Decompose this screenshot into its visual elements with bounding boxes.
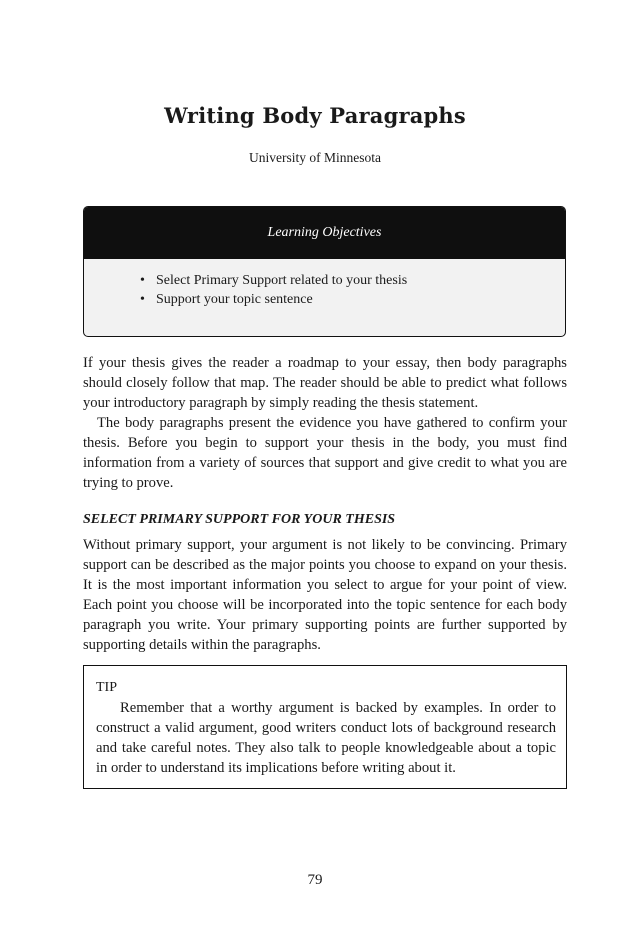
tip-label: TIP [96, 680, 117, 695]
body-paragraph: If your thesis gives the reader a roadmap to your essay, then body paragraphs should closely follow that map. The reader should be able to predict what follows your introductory paragraph by simply reading the thesis statement. [83, 355, 567, 411]
section-heading: SELECT PRIMARY SUPPORT FOR YOUR THESIS [83, 512, 396, 527]
page-title: Writing Body Paragraphs [164, 103, 466, 128]
tip-body: Remember that a worthy argument is backed by examples. In order to construct a valid argument, good writers conduct lots of background research and take careful notes. They also talk to people knowledgeable about a topic in order to understand its implications before writing about it. [96, 700, 556, 776]
section-paragraph: Without primary support, your argument is not likely to be convincing. Primary support can be described as the major points you choose to expand on your thesis. It is the most important information you select to argue for your point of view. Each point you choose will be incorporated into the topic sentence for each body paragraph you write. Your primary supporting points are further supported by supporting details within the paragraphs. [83, 537, 567, 653]
learning-objectives-list [84, 271, 565, 309]
author-line: University of Minnesota [249, 150, 381, 165]
page-number: 79 [307, 872, 323, 888]
learning-objectives-heading: Learning Objectives [84, 207, 565, 259]
body-paragraph: The body paragraphs present the evidence you have gathered to confirm your thesis. Before you begin to support your thesis in the body, you must find information from a variety of sources that support and give credit to what you are trying to prove. [83, 415, 567, 491]
list-item: • Support your topic sentence [156, 290, 565, 309]
list-item: • Select Primary Support related to your thesis [156, 271, 565, 290]
tip-box [83, 665, 567, 789]
learning-objectives-box [83, 206, 566, 337]
